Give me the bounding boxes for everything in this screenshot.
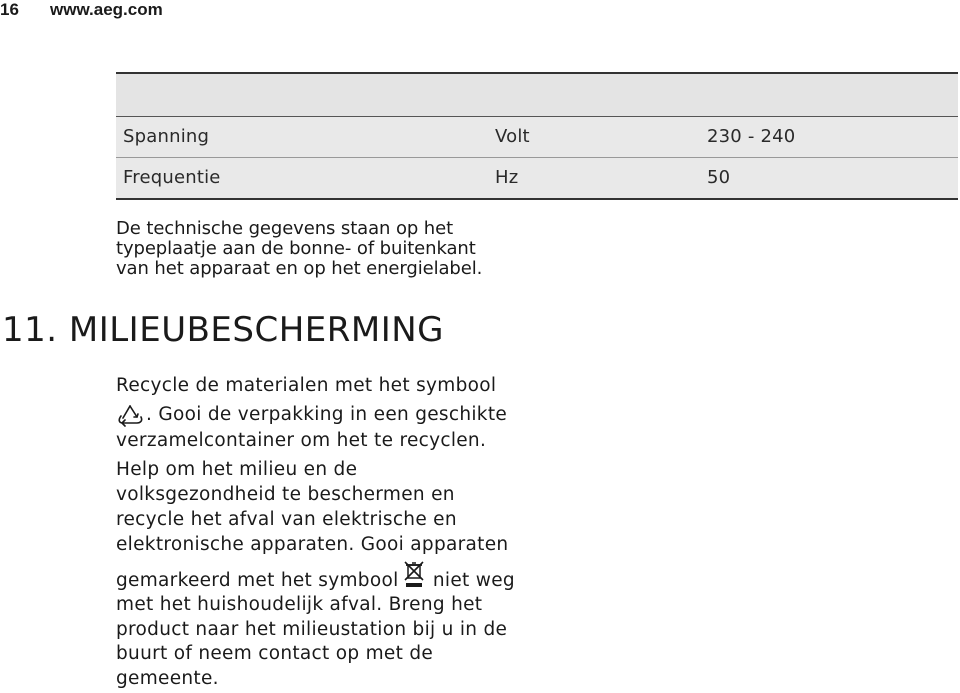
body-line: gemarkeerd met het symbool xyxy=(116,570,399,591)
page-number: 16 xyxy=(0,0,19,19)
paragraph-line: typeplaatje aan de bonne- of buitenkant xyxy=(116,238,476,259)
spec-value: 50 xyxy=(707,167,731,188)
spec-unit: Volt xyxy=(495,126,530,147)
spec-unit: Hz xyxy=(495,167,519,188)
table-row xyxy=(116,158,958,198)
spec-table xyxy=(116,72,958,200)
body-line: verzamelcontainer om het te recyclen. xyxy=(116,430,487,451)
body-line: . Gooi de verpakking in een geschikte xyxy=(146,404,508,425)
body-line: product naar het milieustation bij u in de xyxy=(116,619,508,640)
body-line-with-recycle xyxy=(116,403,507,427)
spec-value: 230 - 240 xyxy=(707,126,796,147)
body-line: buurt of neem contact op met de xyxy=(116,643,434,664)
body-line: volksgezondheid te beschermen en xyxy=(116,484,455,505)
body-line: met het huishoudelijk afval. Breng het xyxy=(116,594,483,615)
paragraph-line: De technische gegevens staan op het xyxy=(116,218,454,239)
body-line: gemeente. xyxy=(116,668,219,689)
body-line: niet weg xyxy=(432,570,515,591)
paragraph-line: van het apparaat en op het energielabel. xyxy=(116,258,483,279)
body-line: recycle het afval van elektrische en xyxy=(116,509,457,530)
body-line: Help om het milieu en de xyxy=(116,459,358,480)
spec-name: Frequentie xyxy=(123,167,221,188)
crossed-out-bin-icon xyxy=(403,561,425,589)
table-row xyxy=(116,117,958,158)
intro-paragraph xyxy=(116,219,636,279)
spec-table-header xyxy=(116,74,958,117)
site-url: www.aeg.com xyxy=(50,0,163,19)
body-line: Recycle de materialen met het symbool xyxy=(116,375,497,396)
body-line-with-weee xyxy=(116,567,515,591)
body-line: elektronische apparaten. Gooi apparaten xyxy=(116,534,509,555)
section-title: 11. MILIEUBESCHERMING xyxy=(2,310,445,350)
spec-name: Spanning xyxy=(123,126,210,147)
recycle-icon xyxy=(116,403,146,427)
